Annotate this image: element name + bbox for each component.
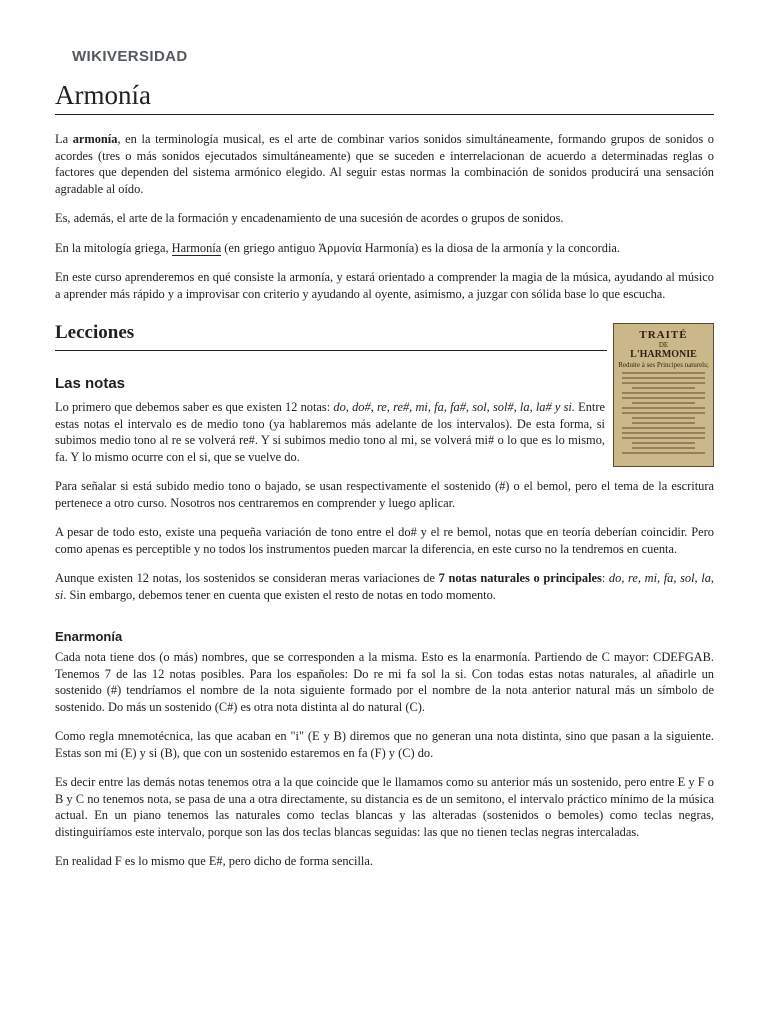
page-title: Armonía <box>55 78 714 115</box>
intro-paragraph-1: La armonía, en la terminología musical, es el arte de combinar varios sonidos simultáneamente, formando grupos de sonidos o acordes (tres o más sonidos ejecutados simultáneamente) que se suceden e interrelacionan de acuerdo a determinadas reglas o factores que dependen del sistema armónico elegido. Al seguir estas normas la combinación de sonidos producirá una sensación agradable al oído. <box>55 132 714 196</box>
site-logo[interactable]: WIKIVERSIDAD <box>72 48 188 65</box>
article-body <box>55 131 714 883</box>
cover-text-lines <box>618 372 709 454</box>
intro-paragraph-3: En la mitología griega, Harmonía (en griego antiguo Ἁρμονία Harmonía) es la diosa de la armonía y la concordia. <box>55 240 621 255</box>
subsection-heading-las-notas: Las notas <box>55 375 126 392</box>
enarmonia-paragraph-3: Es decir entre las demás notas tenemos otra a la que coincide que le llamamos como su anterior más un sostenido, pero entre E y F o B y C no tenemos nota, se pasa de una a otra directamente, su distancia es de un semitono, el intervalo práctico mínimo de la música actual. En un piano tenemos las naturales como teclas blancas y las alteradas (sostenidos o bemoles) como teclas negras, distinguiríamos este intervalo, porque son las dos teclas blancas seguidas: las que no tienen teclas negras intercaladas. <box>55 775 714 839</box>
intro-paragraph-2: Es, además, el arte de la formación y encadenamiento de una sucesión de acordes o grupos de sonidos. <box>55 211 564 225</box>
enarmonia-paragraph-4: En realidad F es lo mismo que E#, pero dicho de forma sencilla. <box>55 854 373 868</box>
notas-paragraph-4: Aunque existen 12 notas, los sostenidos se consideran meras variaciones de 7 notas naturales o principales: do, re, mi, fa, sol, la, si. Sin embargo, debemos tener en cuenta que existen el resto de notas en todo momento. <box>55 571 715 602</box>
enarmonia-paragraph-2: Como regla mnemotécnica, las que acaban en "i" (E y B) diremos que no generan una nota distinta, sino que pasan a la siguiente. Estas son mi (E) y si (B), que con un sostenido estaremos en fa (F) y (C) do. <box>55 729 714 760</box>
notas-paragraph-3: A pesar de todo esto, existe una pequeña variación de tono entre el do# y el re bemol, notas que en teoría deberían coincidir. Pero como apenas es perceptible y no todos los instrumentos pueden marcar la diferencia, en este curso no la tendremos en cuenta. <box>55 525 714 556</box>
subsection-heading-enarmonia: Enarmonía <box>55 629 123 644</box>
enarmonia-paragraph-1: Cada nota tiene dos (o más) nombres, que se corresponden a la misma. Esto es la enarmonía. Partiendo de C mayor: CDEFGAB. Tenemos 7 de las 12 notas posibles. Para los españoles: Do re mi fa sol la si. Con todas estas notas naturales, al añadirle un sostenido (#) tendríamos el nombre de la nota siguiente formado por el nombre de la nota anterior natural más un símbolo de sostenido. Do más un sostenido (C#) es otra nota distinta al do natural (C). <box>55 650 714 714</box>
notas-paragraph-1: Lo primero que debemos saber es que existen 12 notas: do, do#, re, re#, mi, fa, fa#, sol, sol#, la, la# y si. Entre estas notas el intervalo es de medio tono (ya hablaremos más adelante de los intervalos). De esta forma, si subimos medio tono al re se volverá re#. Y si subimos medio tono al mi, se volverá mi# o lo que es lo mismo, fa. Y lo mismo ocurre con el si, que se vuelve do. <box>55 400 606 464</box>
notas-paragraph-2: Para señalar si está subido medio tono o bajado, se usan respectivamente el sostenido (#) o el bemol, pero el tema de la escritura pertenece a otro curso. Nosotros nos centraremos en comprender y luego aplicar. <box>55 479 714 510</box>
traite-harmonie-book-cover-image[interactable]: TRAITÉ DE L'HARMONIE Reduite à ses Principes naturels; <box>613 323 714 467</box>
intro-paragraph-4: En este curso aprenderemos en qué consiste la armonía, y estará orientado a comprender la magia de la música, ayudando al músico a aprender más rápido y a improvisar con criterio y ayudando al oyente, asimismo, a juzgar con sólida base lo que escucha. <box>55 270 714 301</box>
section-heading-lecciones: Lecciones <box>55 322 607 351</box>
term-armonia: armonía <box>72 132 118 146</box>
harmonia-link[interactable]: Harmonía <box>171 240 222 255</box>
